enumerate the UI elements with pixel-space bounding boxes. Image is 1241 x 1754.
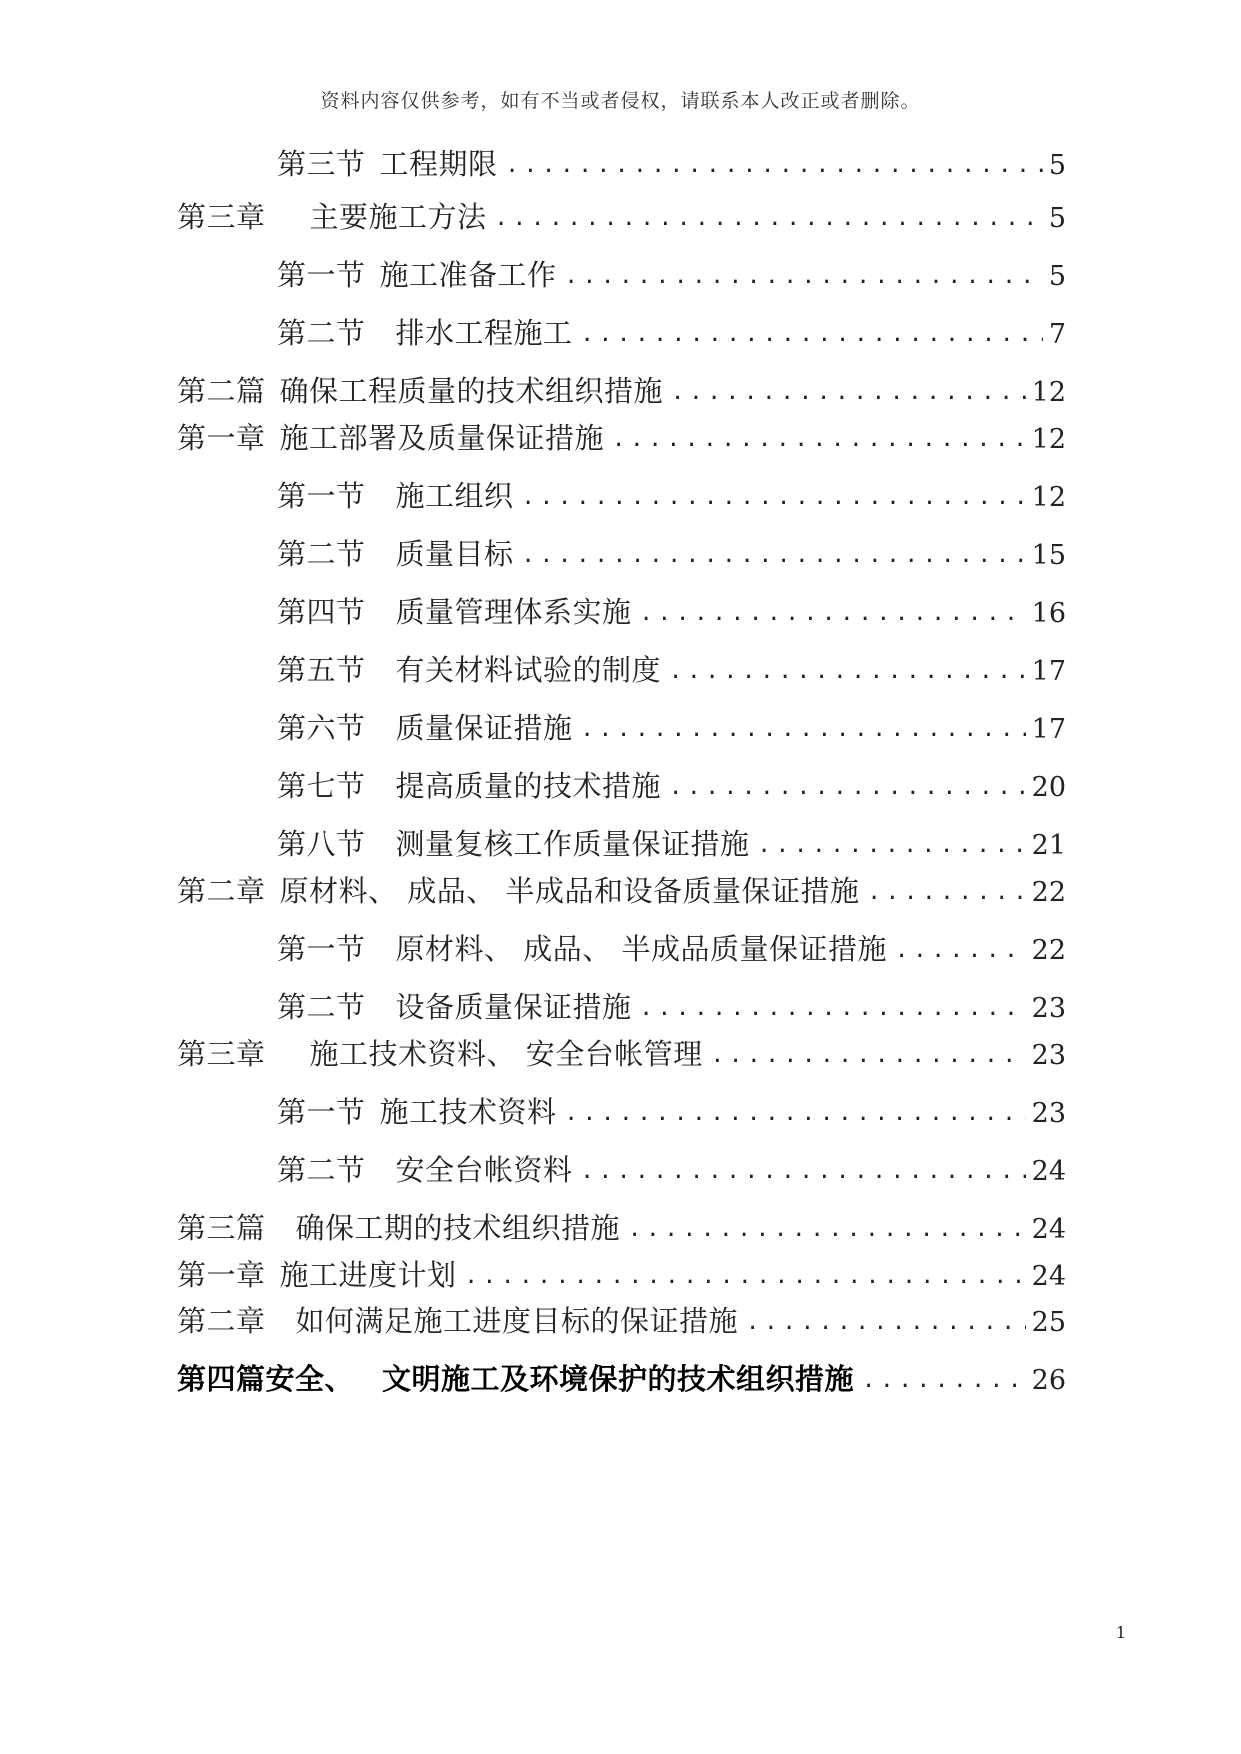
toc-leader-dots — [565, 1096, 1026, 1132]
toc-leader-dots — [758, 828, 1026, 864]
toc-entry-title: 质量目标 — [395, 537, 514, 571]
toc-entry-number: 第四篇安全、 — [177, 1362, 355, 1396]
header-notice: 资料内容仅供参考，如有不当或者侵权，请联系本人改正或者删除。 — [320, 90, 921, 112]
toc-entry-page: 12 — [1031, 482, 1066, 513]
toc-entry-page: 24 — [1031, 1261, 1066, 1292]
toc-entry[interactable] — [277, 478, 1066, 518]
toc-entry[interactable] — [277, 826, 1066, 866]
toc-leader-dots — [895, 933, 1026, 969]
toc-entry[interactable] — [177, 1210, 1066, 1250]
toc-leader-dots — [867, 875, 1025, 911]
toc-entry[interactable] — [277, 594, 1066, 634]
toc-entry-page: 16 — [1031, 598, 1066, 629]
toc-leader-dots — [669, 654, 1026, 690]
toc-entry-number: 第二节 — [277, 1153, 366, 1187]
toc-entry-number: 第七节 — [277, 769, 366, 803]
toc-entry-number: 第三节 — [277, 147, 366, 181]
toc-entry-page: 24 — [1031, 1214, 1066, 1245]
toc-leader-dots — [862, 1363, 1026, 1399]
toc-entry-title: 提高质量的技术措施 — [395, 769, 662, 803]
toc-entry-page: 25 — [1031, 1307, 1066, 1338]
toc-entry-page: 21 — [1031, 830, 1066, 861]
toc-entry-page: 23 — [1031, 1098, 1066, 1129]
toc-entry[interactable] — [277, 1094, 1066, 1134]
toc-entry[interactable] — [177, 1303, 1066, 1343]
toc-leader-dots — [581, 1154, 1026, 1190]
toc-entry-title: 排水工程施工 — [395, 316, 573, 350]
toc-entry-number: 第三章 — [177, 1037, 266, 1071]
toc-entry-page: 26 — [1031, 1365, 1066, 1396]
toc-entry-number: 第一章 — [177, 421, 266, 455]
toc-entry-number: 第一节 — [277, 932, 366, 966]
toc-entry-title: 质量保证措施 — [395, 711, 573, 745]
toc-entry[interactable] — [177, 1257, 1066, 1297]
toc-entry-page: 20 — [1031, 772, 1066, 803]
toc-entry[interactable] — [277, 146, 1066, 186]
toc-leader-dots — [671, 375, 1026, 411]
toc-entry-number: 第一节 — [277, 1095, 366, 1129]
toc-entry-page: 22 — [1031, 877, 1066, 908]
toc-entry[interactable] — [177, 1036, 1066, 1076]
toc-entry-title: 确保工期的技术组织措施 — [295, 1211, 621, 1245]
toc-entry-title: 测量复核工作质量保证措施 — [395, 827, 750, 861]
toc-entry-page: 5 — [1048, 150, 1066, 181]
toc-entry-number: 第八节 — [277, 827, 366, 861]
toc-entry[interactable] — [177, 199, 1066, 239]
toc-entry-number: 第三篇 — [177, 1211, 266, 1245]
toc-entry[interactable] — [277, 989, 1066, 1029]
toc-entry-page: 5 — [1048, 203, 1066, 234]
toc-entry-number: 第二章 — [177, 1304, 266, 1338]
toc-leader-dots — [581, 712, 1026, 748]
toc-entry-number: 第一章 — [177, 1258, 266, 1292]
toc-entry-number: 第三章 — [177, 200, 266, 234]
toc-leader-dots — [628, 1212, 1026, 1248]
toc-entry-page: 23 — [1031, 1040, 1066, 1071]
toc-entry[interactable] — [177, 1361, 1066, 1401]
toc-entry-title: 质量管理体系实施 — [395, 595, 632, 629]
toc-entry-title: 施工技术资料、 安全台帐管理 — [309, 1037, 703, 1071]
toc-entry[interactable] — [277, 1152, 1066, 1192]
toc-leader-dots — [565, 259, 1043, 295]
toc-entry-page: 12 — [1031, 377, 1066, 408]
toc-leader-dots — [581, 317, 1043, 353]
toc-entry-page: 17 — [1031, 714, 1066, 745]
toc-entry[interactable] — [277, 652, 1066, 692]
toc-leader-dots — [522, 480, 1026, 516]
toc-leader-dots — [711, 1038, 1026, 1074]
toc-entry-title: 主要施工方法 — [309, 200, 487, 234]
page-number: 1 — [1115, 1623, 1126, 1642]
toc-entry-title: 工程期限 — [379, 147, 498, 181]
toc-entry-number: 第二节 — [277, 537, 366, 571]
toc-leader-dots — [669, 770, 1026, 806]
toc-leader-dots — [495, 201, 1043, 237]
toc-entry-page: 23 — [1031, 993, 1066, 1024]
toc-entry-page: 22 — [1031, 935, 1066, 966]
toc-entry[interactable] — [177, 873, 1066, 913]
toc-entry[interactable] — [277, 768, 1066, 808]
toc-leader-dots — [612, 422, 1026, 458]
toc-entry-title: 确保工程质量的技术组织措施 — [279, 374, 664, 408]
toc-entry-title: 施工技术资料 — [379, 1095, 557, 1129]
toc-leader-dots — [746, 1305, 1026, 1341]
toc-entry-number: 第四节 — [277, 595, 366, 629]
toc-leader-dots — [465, 1259, 1026, 1295]
toc-leader-dots — [640, 991, 1026, 1027]
toc-entry-title: 施工组织 — [395, 479, 514, 513]
toc-entry-title: 原材料、 成品、 半成品和设备质量保证措施 — [279, 874, 860, 908]
toc-leader-dots — [522, 538, 1026, 574]
toc-entry-number: 第六节 — [277, 711, 366, 745]
toc-entry[interactable] — [277, 257, 1066, 297]
toc-entry-title: 施工进度计划 — [279, 1258, 457, 1292]
toc-entry-page: 12 — [1031, 424, 1066, 455]
toc-entry-title: 有关材料试验的制度 — [395, 653, 662, 687]
toc-entry[interactable] — [177, 420, 1066, 460]
toc-entry-number: 第二节 — [277, 316, 366, 350]
toc-entry[interactable] — [277, 536, 1066, 576]
toc-entry-number: 第二篇 — [177, 374, 266, 408]
toc-entry-title: 安全台帐资料 — [395, 1153, 573, 1187]
toc-entry-title: 如何满足施工进度目标的保证措施 — [295, 1304, 739, 1338]
toc-entry-title: 原材料、 成品、 半成品质量保证措施 — [395, 932, 887, 966]
toc-entry-page: 5 — [1048, 261, 1066, 292]
toc-entry-page: 15 — [1031, 540, 1066, 571]
toc-entry[interactable] — [277, 315, 1066, 355]
toc-entry[interactable] — [177, 373, 1066, 413]
toc-leader-dots — [640, 596, 1026, 632]
toc-entry-number: 第二节 — [277, 990, 366, 1024]
toc-entry-number: 第一节 — [277, 258, 366, 292]
toc-entry-page: 24 — [1031, 1156, 1066, 1187]
toc-entry-number: 第一节 — [277, 479, 366, 513]
toc-entry[interactable] — [277, 710, 1066, 750]
toc-leader-dots — [506, 148, 1043, 184]
toc-entry-number: 第二章 — [177, 874, 266, 908]
toc-entry-title: 设备质量保证措施 — [395, 990, 632, 1024]
toc-entry[interactable] — [277, 931, 1066, 971]
toc-entry-title: 施工准备工作 — [379, 258, 557, 292]
toc-entry-title: 施工部署及质量保证措施 — [279, 421, 605, 455]
toc-entry-title: 文明施工及环境保护的技术组织措施 — [382, 1362, 855, 1396]
toc-entry-number: 第五节 — [277, 653, 366, 687]
toc-entry-page: 7 — [1048, 319, 1066, 350]
toc-entry-page: 17 — [1031, 656, 1066, 687]
